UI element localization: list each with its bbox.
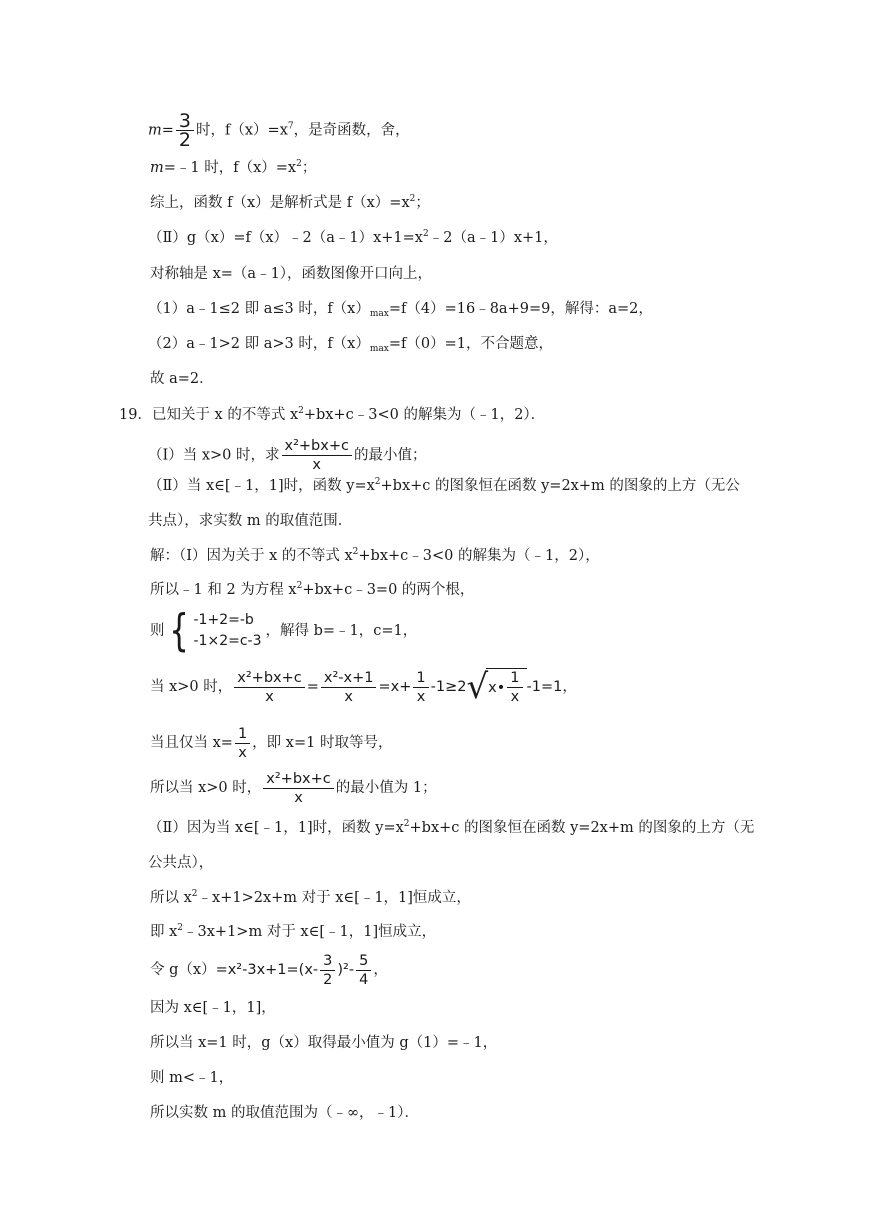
solution-line-m-minus-one: [150, 158, 316, 178]
text: 即 x: [150, 924, 178, 940]
text: 19．已知关于 x 的不等式 x: [119, 407, 299, 423]
fraction-three-halves: [176, 112, 194, 149]
text: 所以当 x>0 时，: [150, 780, 262, 796]
text: 所以﹣1 和 2 为方程 x: [150, 582, 297, 598]
denominator: x: [265, 688, 274, 705]
solution-19-equality-condition: [150, 722, 392, 764]
radicand: [486, 668, 526, 706]
text: x²-3x+1=(x-: [227, 962, 319, 978]
numerator: x²+bx+c: [234, 669, 304, 688]
denominator: x: [238, 744, 247, 761]
text: 所以实数 m 的取值范围为（﹣∞，﹣1）．: [150, 1105, 420, 1121]
text: （Ⅱ）因为当 x∈[﹣1，1]时，函数 y=x: [148, 820, 404, 836]
superscript: 2: [403, 819, 410, 829]
text: （2）a﹣1>2 即 a>3 时，f（x）: [148, 336, 370, 352]
solution-line-case1: [148, 299, 653, 319]
solution-19-part2-line3: [150, 888, 471, 908]
text: 令 g（x）=: [150, 962, 228, 978]
numerator: 3: [176, 112, 194, 131]
var-m: m: [148, 122, 162, 139]
text: =f（0）=1，不合题意，: [388, 336, 553, 352]
text: ，即 x=1 时取等号，: [252, 735, 393, 751]
problem-19-statement: [119, 405, 545, 425]
denominator: 2: [178, 129, 191, 151]
text: =: [161, 122, 174, 139]
text: （Ⅰ）当 x>0 时，求: [148, 447, 280, 464]
text: 的最小值为 1；: [335, 780, 437, 796]
text: -1≥2: [430, 679, 467, 695]
fraction-one-over-x: [235, 725, 250, 762]
text: =f（4）=16﹣8a+9=9，解得：a=2，: [388, 301, 653, 317]
numerator: 1: [507, 669, 522, 688]
fraction-five-quarters: [356, 952, 371, 989]
superscript: 2: [422, 229, 429, 239]
solution-19-g-min: [150, 1033, 497, 1053]
radical-icon: √: [466, 667, 489, 707]
denominator: 4: [359, 971, 369, 988]
numerator: 5: [356, 952, 371, 971]
solution-line-part2-g: [148, 228, 558, 248]
text: 时，f（x）=x: [196, 122, 288, 139]
numerator: x²+bx+c: [263, 770, 333, 789]
solution-line-case2: [148, 334, 553, 354]
solution-line-axis: [150, 264, 432, 284]
subscript-max: max: [369, 344, 389, 354]
numerator: x²-x+1: [321, 669, 377, 688]
solution-19-line1: [150, 546, 600, 566]
subscript-max: max: [369, 309, 389, 319]
superscript: 2: [298, 406, 304, 416]
system-row-1: -1+2=-b: [193, 612, 254, 628]
equals: =: [306, 679, 319, 695]
system-row-2: -1×2=c-3: [193, 633, 262, 649]
text: 综上，函数 f（x）是解析式是 f（x）=x: [150, 195, 410, 211]
denominator: x: [312, 457, 322, 473]
superscript: 2: [374, 477, 381, 487]
text: +bx+c﹣3<0 的解集为（﹣1，2），: [358, 548, 600, 564]
text: ，: [373, 962, 388, 978]
text: ，是奇函数，舍，: [293, 122, 410, 139]
solution-19-inequality: [150, 665, 577, 709]
denominator: x: [510, 689, 520, 705]
text: =x+: [378, 679, 412, 695]
superscript: 2: [296, 581, 303, 591]
solution-19-g-definition: [150, 948, 388, 992]
text: +bx+c﹣3<0 的解集为（﹣1，2）．: [303, 407, 546, 423]
solution-19-domain: [150, 998, 276, 1018]
text: （Ⅱ）当 x∈[﹣1，1]时，函数 y=x: [148, 478, 375, 494]
system-rows: [194, 610, 262, 652]
superscript: 2: [177, 923, 184, 933]
superscript: 7: [287, 121, 294, 132]
denominator: x: [294, 789, 303, 806]
solution-19-min-value: [150, 766, 437, 810]
numerator: 1: [235, 725, 250, 744]
text: +bx+c 的图象恒在函数 y=2x+m 的图象的上方（无公: [380, 478, 740, 494]
solution-19-part2-line4: [150, 922, 436, 942]
solution-19-system: [150, 605, 418, 656]
text: 所以当 x=1 时，g（x）取得最小值为 g（1）=﹣1，: [150, 1035, 498, 1051]
text: 则 m<﹣1，: [150, 1070, 234, 1086]
text: )²-: [337, 962, 355, 978]
text: 故 a=2．: [150, 371, 214, 387]
text: （1）a﹣1≤2 即 a≤3 时，f（x）: [148, 301, 370, 317]
denominator: x: [344, 688, 353, 705]
equation-system: [165, 605, 262, 656]
solution-line-conclusion-f: [150, 193, 430, 213]
denominator: x: [416, 688, 426, 705]
text: -1=1，: [526, 679, 577, 695]
text: ，解得 b=﹣1，c=1，: [265, 623, 418, 639]
text: 因为 x∈[﹣1，1]，: [150, 1000, 276, 1016]
numerator: x²+bx+c: [282, 437, 352, 456]
superscript: 2: [352, 547, 359, 557]
fraction-expression-2: [321, 669, 377, 706]
text: x•: [488, 679, 506, 696]
text: （Ⅱ）g（x）=f（x）﹣2（a﹣1）x+1=x: [148, 230, 423, 246]
fraction-expression: [234, 669, 304, 706]
text: 解：（Ⅰ）因为关于 x 的不等式 x: [150, 548, 353, 564]
problem-19-part2: [148, 476, 740, 496]
text: ；: [415, 195, 430, 211]
text: +bx+c 的图象恒在函数 y=2x+m 的图象的上方（无: [409, 820, 755, 836]
text: 对称轴是 x=（a﹣1），函数图像开口向上，: [150, 266, 433, 282]
text: ；: [301, 160, 317, 176]
fraction-three-halves: [320, 952, 335, 989]
numerator: 3: [320, 952, 335, 971]
text: 的最小值；: [353, 447, 427, 464]
solution-19-part2-line1: [148, 818, 754, 838]
text: 所以 x: [150, 890, 192, 906]
fraction-expression: [282, 437, 352, 474]
brace-icon: {: [168, 605, 189, 656]
var-m: m: [150, 160, 164, 176]
denominator: 2: [323, 971, 333, 988]
solution-19-part2-line2: [148, 853, 213, 873]
solution-19-final-answer: [150, 1103, 419, 1123]
text: ﹣x+1>2x+m 对于 x∈[﹣1，1]恒成立，: [197, 890, 471, 906]
text: 公共点），: [148, 855, 214, 871]
square-root: [466, 668, 526, 706]
text: 共点），求实数 m 的取值范围．: [148, 513, 353, 529]
numerator: 1: [413, 669, 428, 688]
solution-19-line2: [150, 580, 474, 600]
problem-19-part2-cont: [148, 511, 352, 531]
fraction-expression: [263, 770, 333, 807]
fraction-one-over-x: [413, 669, 428, 706]
superscript: 2: [191, 889, 198, 899]
text: 则: [150, 623, 165, 639]
fraction-one-over-x: [507, 669, 522, 706]
solution-line-answer-a: [150, 369, 214, 389]
solution-19-m-bound: [150, 1068, 233, 1088]
text: 当且仅当 x=: [150, 735, 233, 751]
text: =﹣1 时，f（x）=x: [163, 160, 297, 176]
text: ﹣3x+1>m 对于 x∈[﹣1，1]恒成立，: [183, 924, 437, 940]
solution-line-m-three-halves: [148, 112, 410, 149]
text: +bx+c﹣3=0 的两个根，: [302, 582, 475, 598]
superscript: 2: [409, 194, 416, 204]
text: ﹣2（a﹣1）x+1，: [428, 230, 558, 246]
superscript: 2: [296, 159, 302, 169]
text: 当 x>0 时，: [150, 679, 233, 695]
problem-19-part1: [148, 437, 426, 474]
